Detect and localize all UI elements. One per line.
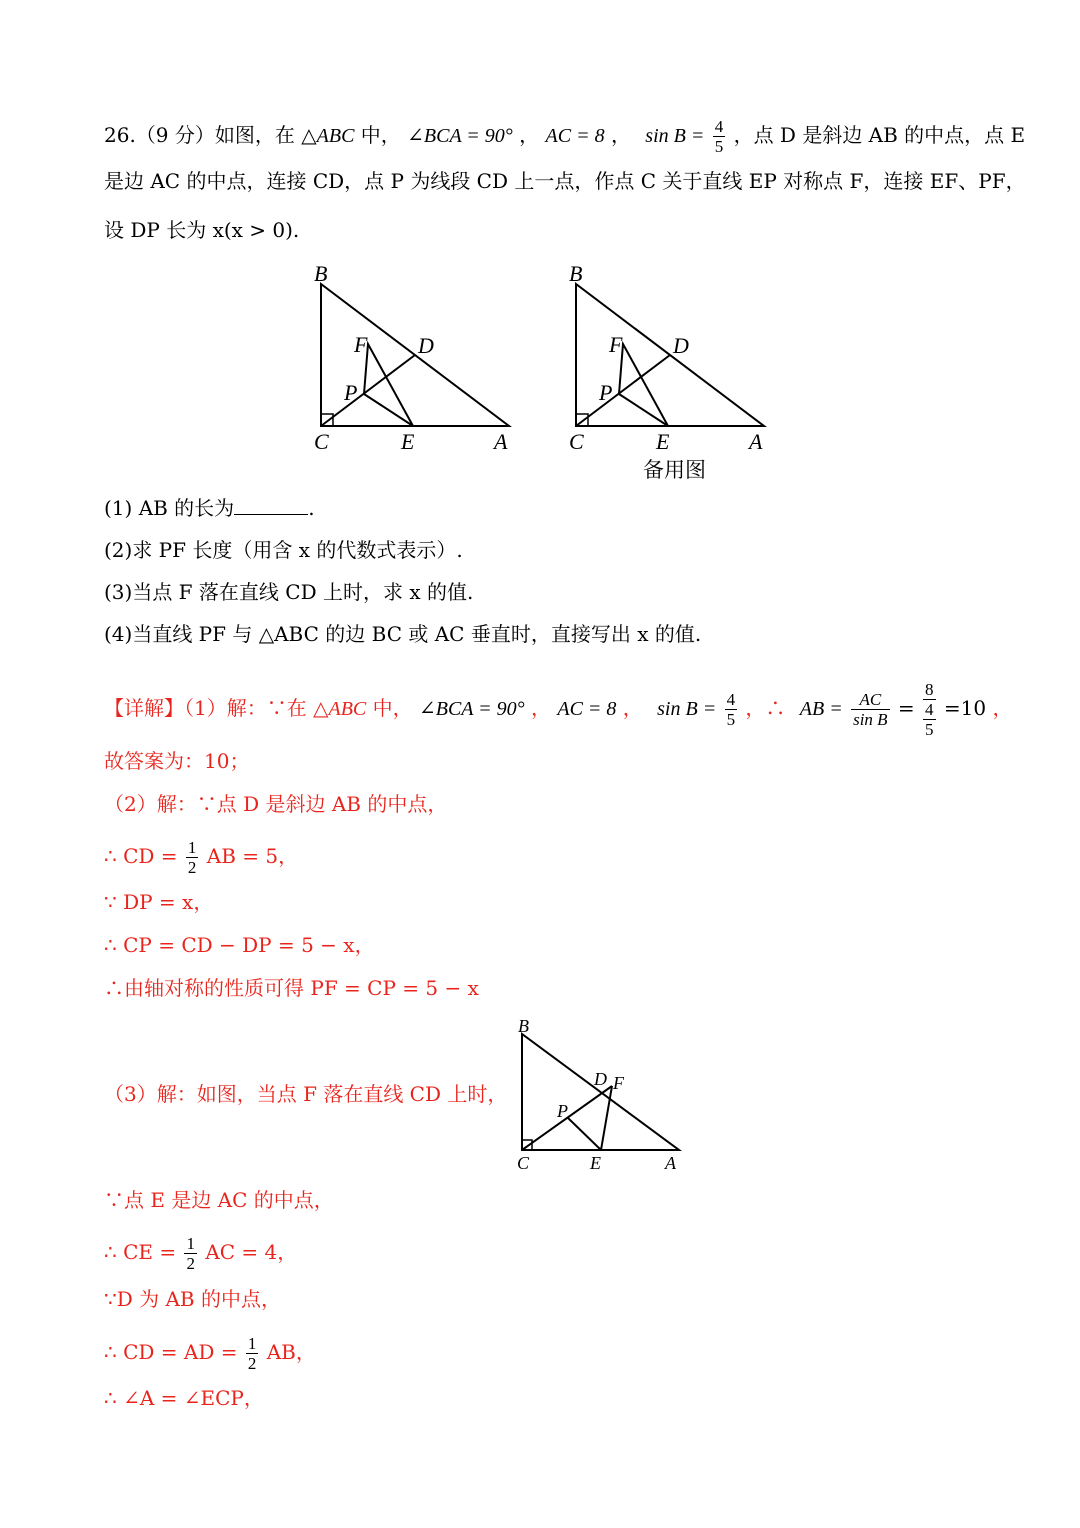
- half-fraction: [246, 1334, 259, 1373]
- cd-ad-label: ∴ CD = AD =: [104, 1340, 238, 1364]
- solution-intro: 【详解】（1）解：∵在: [104, 696, 307, 720]
- fraction-denominator: 5: [714, 137, 724, 156]
- segment-cd: [321, 355, 415, 426]
- problem-line-1-end: ，点 D 是斜边 AB 的中点，点 E: [733, 123, 1026, 147]
- label-f: F: [613, 1073, 624, 1093]
- fraction-numerator: 1: [186, 1234, 195, 1253]
- label-d: D: [418, 333, 434, 358]
- label-c: C: [314, 429, 329, 454]
- answer-blank: [234, 496, 308, 515]
- fraction-denominator: 2: [187, 858, 197, 877]
- label-p: P: [344, 380, 358, 405]
- solution-cd-equation: [104, 838, 298, 877]
- sin-b-fraction: [713, 117, 726, 156]
- text-zhong: 中，: [372, 696, 413, 720]
- fraction-denominator: 2: [186, 1254, 195, 1273]
- text-zhong: 中，: [360, 123, 401, 147]
- label-a: A: [494, 429, 508, 454]
- solution-angle: ∴ ∠A = ∠ECP，: [104, 1386, 264, 1410]
- angle-bca: ∠BCA = 90°: [418, 698, 525, 720]
- sin-b-label: sin B =: [657, 698, 717, 720]
- complex-fraction: [923, 680, 936, 739]
- problem-line-2: 是边 AC 的中点，连接 CD，点 P 为线段 CD 上一点，作点 C 关于直线 EP 对称点 F，连接 EF、PF，: [104, 169, 1026, 193]
- half-fraction: [184, 1234, 197, 1273]
- solution-ce-equation: [104, 1234, 297, 1273]
- question-1: [104, 494, 315, 522]
- problem-line-3: 设 DP 长为 x(x > 0).: [104, 218, 300, 242]
- ac-over-sinb: [851, 690, 889, 729]
- cd-ad-result: AB，: [266, 1340, 316, 1364]
- fraction-numerator: AC: [851, 690, 889, 710]
- ce-result: AC = 4，: [205, 1240, 298, 1264]
- ac-value: AC = 8: [557, 698, 617, 720]
- segment-pfe: [619, 344, 668, 426]
- problem-line-1: [104, 117, 1025, 156]
- label-a: A: [749, 429, 763, 454]
- triangle-name: △ABC: [313, 698, 367, 720]
- half-fraction: [186, 838, 199, 877]
- backup-figure-caption: 备用图: [643, 458, 706, 482]
- ce-label: ∴ CE =: [104, 1240, 177, 1264]
- label-p: P: [599, 380, 613, 405]
- question-1-period: .: [308, 496, 315, 520]
- label-b: B: [569, 261, 583, 286]
- question-1-text: (1) AB 的长为: [104, 496, 235, 520]
- comma: ，: [622, 696, 643, 720]
- label-b: B: [314, 261, 328, 286]
- label-e: E: [401, 429, 415, 454]
- segment-pe: [364, 394, 413, 426]
- solution-dp: ∵ DP = x，: [104, 890, 214, 914]
- fraction-numerator: 8: [925, 680, 934, 699]
- inner-denominator: 5: [925, 720, 934, 739]
- fraction-numerator: 4: [726, 690, 736, 709]
- sin-b-fraction: [725, 690, 738, 729]
- segment-pe: [619, 394, 668, 426]
- comma: ，: [519, 123, 540, 147]
- comma: ，: [992, 696, 1013, 720]
- triangle-name: △ABC: [301, 125, 355, 147]
- fraction-numerator: 4: [714, 117, 724, 136]
- solution-d-midpoint: ∵D 为 AB 的中点，: [104, 1287, 281, 1311]
- label-b: B: [518, 1016, 529, 1036]
- ab-result: =10: [943, 696, 987, 720]
- triangle-figure-part3: [505, 1012, 695, 1174]
- label-f: F: [609, 332, 623, 357]
- label-e: E: [590, 1153, 601, 1173]
- label-e: E: [656, 429, 670, 454]
- question-4: (4)当直线 PF 与 △ABC 的边 BC 或 AC 垂直时，直接写出 x 的值.: [104, 622, 702, 646]
- question-2: (2)求 PF 长度（用含 x 的代数式表示）.: [104, 538, 463, 562]
- fraction-denominator: 5: [726, 710, 736, 729]
- label-d: D: [673, 333, 689, 358]
- solution-pf: ∴由轴对称的性质可得 PF = CP = 5 − x: [104, 976, 479, 1000]
- label-f: F: [354, 332, 368, 357]
- cd-label: ∴ CD =: [104, 844, 178, 868]
- label-c: C: [569, 429, 584, 454]
- label-a: A: [665, 1153, 676, 1173]
- solution-answer-1: 故答案为：10；: [104, 749, 250, 773]
- inner-numerator: 4: [925, 700, 934, 719]
- cd-result: AB = 5，: [206, 844, 299, 868]
- comma: ，: [610, 123, 631, 147]
- ab-label: AB =: [799, 698, 843, 720]
- fraction-numerator: 1: [187, 838, 197, 857]
- solution-line-1: [104, 680, 1012, 739]
- label-c: C: [517, 1153, 530, 1173]
- comma: ，: [531, 696, 551, 720]
- fraction-numerator: 1: [247, 1334, 257, 1353]
- triangle-figure-backup: [555, 255, 785, 460]
- fraction-denominator: 2: [247, 1354, 257, 1373]
- solution-e-midpoint: ∵点 E 是边 AC 的中点，: [104, 1188, 334, 1212]
- problem-intro: 26.（9 分）如图，在: [104, 123, 295, 147]
- fraction-denominator: sin B: [853, 710, 888, 729]
- ac-value: AC = 8: [545, 125, 605, 147]
- equals: =: [897, 696, 915, 720]
- therefore: ，∴: [745, 696, 786, 720]
- solution-cd-ad: [104, 1334, 316, 1373]
- angle-bca: ∠BCA = 90°: [407, 125, 513, 147]
- label-p: P: [557, 1101, 568, 1121]
- segment-pe: [568, 1118, 601, 1150]
- question-3: (3)当点 F 落在直线 CD 上时，求 x 的值.: [104, 580, 474, 604]
- solution-cp: ∴ CP = CD − DP = 5 − x，: [104, 933, 375, 957]
- solution-part-2: （2）解：∵点 D 是斜边 AB 的中点，: [104, 792, 448, 816]
- segment-pfe: [364, 344, 413, 426]
- solution-part-3: （3）解：如图，当点 F 落在直线 CD 上时，: [104, 1082, 508, 1106]
- triangle-figure-main: [300, 255, 530, 460]
- segment-cd: [576, 355, 670, 426]
- label-d: D: [594, 1069, 607, 1089]
- sin-b-label: sin B =: [645, 125, 705, 147]
